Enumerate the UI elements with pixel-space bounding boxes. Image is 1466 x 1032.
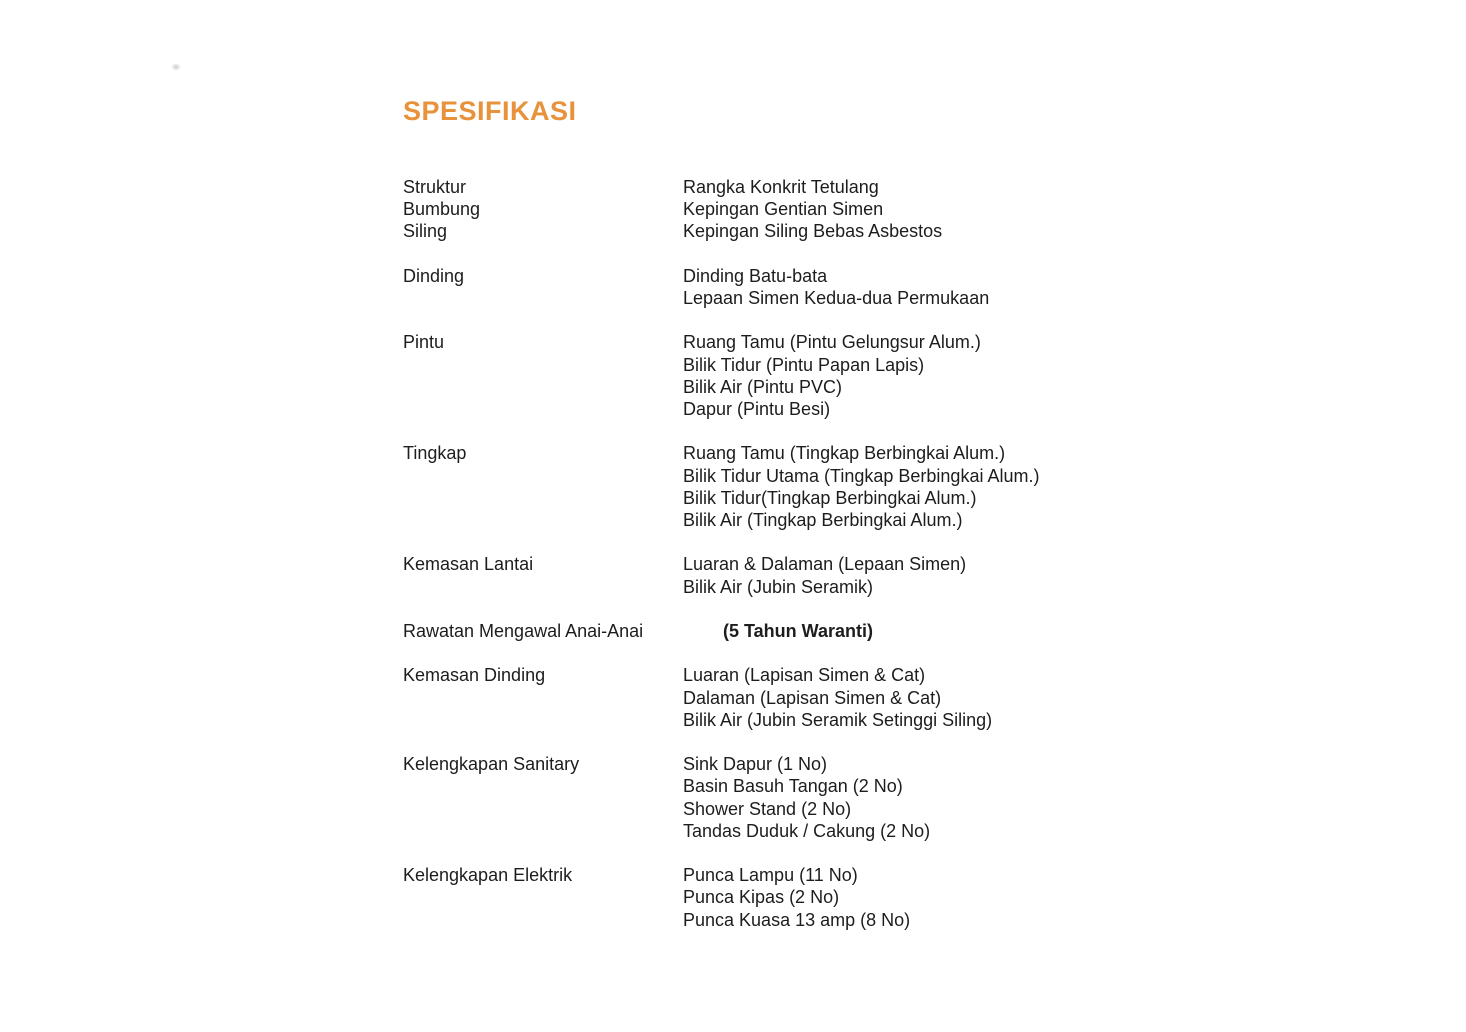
spec-group [403, 331, 1183, 420]
spec-value: Dinding Batu-bata [683, 265, 828, 286]
spec-value: Dalaman (Lapisan Simen & Cat) [683, 687, 942, 708]
spec-group [403, 265, 1183, 309]
spec-value: Luaran (Lapisan Simen & Cat) [683, 665, 926, 686]
spec-value: Rangka Konkrit Tetulang [683, 177, 879, 197]
spec-value: Sink Dapur (1 No) [683, 754, 828, 775]
spec-label-column [403, 620, 683, 642]
spec-value-column [683, 620, 1183, 642]
spec-value: Bilik Tidur Utama (Tingkap Berbingkai Alum.) [683, 465, 1040, 486]
spec-label: Kelengkapan Elektrik [403, 865, 573, 886]
spec-group [403, 553, 1183, 597]
spec-label-column [403, 553, 683, 575]
spec-value: Ruang Tamu (Tingkap Berbingkai Alum.) [683, 443, 1006, 464]
spec-group [403, 176, 1183, 243]
spec-label-column [403, 664, 683, 686]
spec-label: Kelengkapan Sanitary [403, 754, 580, 775]
spec-label: Rawatan Mengawal Anai-Anai [403, 620, 644, 641]
spec-label-column [403, 442, 683, 464]
spec-value-column [683, 442, 1183, 531]
spec-value: Bilik Air (Jubin Seramik Setinggi Siling) [683, 709, 993, 730]
spec-value: Shower Stand (2 No) [683, 798, 852, 819]
spec-value-column [683, 753, 1183, 842]
spec-value-column [683, 864, 1183, 931]
spec-value: Lepaan Simen Kedua-dua Permukaan [683, 288, 990, 308]
spec-group [403, 753, 1183, 842]
spec-label-column [403, 753, 683, 775]
spec-group [403, 664, 1183, 731]
spec-label: Bumbung [403, 199, 481, 220]
spec-label: Dinding [403, 265, 465, 286]
spec-value: Basin Basuh Tangan (2 No) [683, 776, 903, 797]
spec-value: Punca Kuasa 13 amp (8 No) [683, 909, 911, 930]
spec-value: Tandas Duduk / Cakung (2 No) [683, 820, 931, 841]
spec-value-column [683, 664, 1183, 731]
spec-value: Dapur (Pintu Besi) [683, 399, 831, 419]
spec-label: Pintu [403, 332, 445, 353]
spec-value: Luaran & Dalaman (Lepaan Simen) [683, 554, 967, 575]
spec-value: Bilik Tidur(Tingkap Berbingkai Alum.) [683, 487, 977, 508]
spec-value: Kepingan Siling Bebas Asbestos [683, 221, 943, 242]
spec-value-column [683, 553, 1183, 597]
spec-group [403, 864, 1183, 931]
spec-value: Bilik Tidur (Pintu Papan Lapis) [683, 354, 925, 375]
spec-label: Kemasan Lantai [403, 554, 534, 575]
spec-value: Punca Lampu (11 No) [683, 865, 858, 886]
spec-label-column [403, 864, 683, 886]
spec-label-column [403, 176, 683, 243]
spec-value: Bilik Air (Jubin Seramik) [683, 576, 874, 597]
spec-value: Punca Kipas (2 No) [683, 887, 840, 908]
spec-label: Kemasan Dinding [403, 665, 546, 686]
spec-label-column [403, 331, 683, 353]
spec-value: Ruang Tamu (Pintu Gelungsur Alum.) [683, 332, 981, 353]
spec-list [403, 176, 1183, 953]
spec-label: Struktur [403, 177, 467, 197]
spec-label: Siling [403, 221, 448, 242]
spec-group [403, 620, 1183, 642]
spec-label: Tingkap [403, 443, 467, 464]
spec-value-column [683, 331, 1183, 420]
spec-value: (5 Tahun Waranti) [723, 620, 873, 641]
spec-label-column [403, 265, 683, 287]
spec-group [403, 442, 1183, 531]
page-title: SPESIFIKASI [403, 96, 577, 126]
stray-mark [171, 63, 181, 71]
spec-value-column [683, 265, 1183, 309]
spec-value: Kepingan Gentian Simen [683, 199, 884, 220]
spec-value-column [683, 176, 1183, 243]
spec-value: Bilik Air (Tingkap Berbingkai Alum.) [683, 510, 963, 530]
spec-value: Bilik Air (Pintu PVC) [683, 376, 843, 397]
